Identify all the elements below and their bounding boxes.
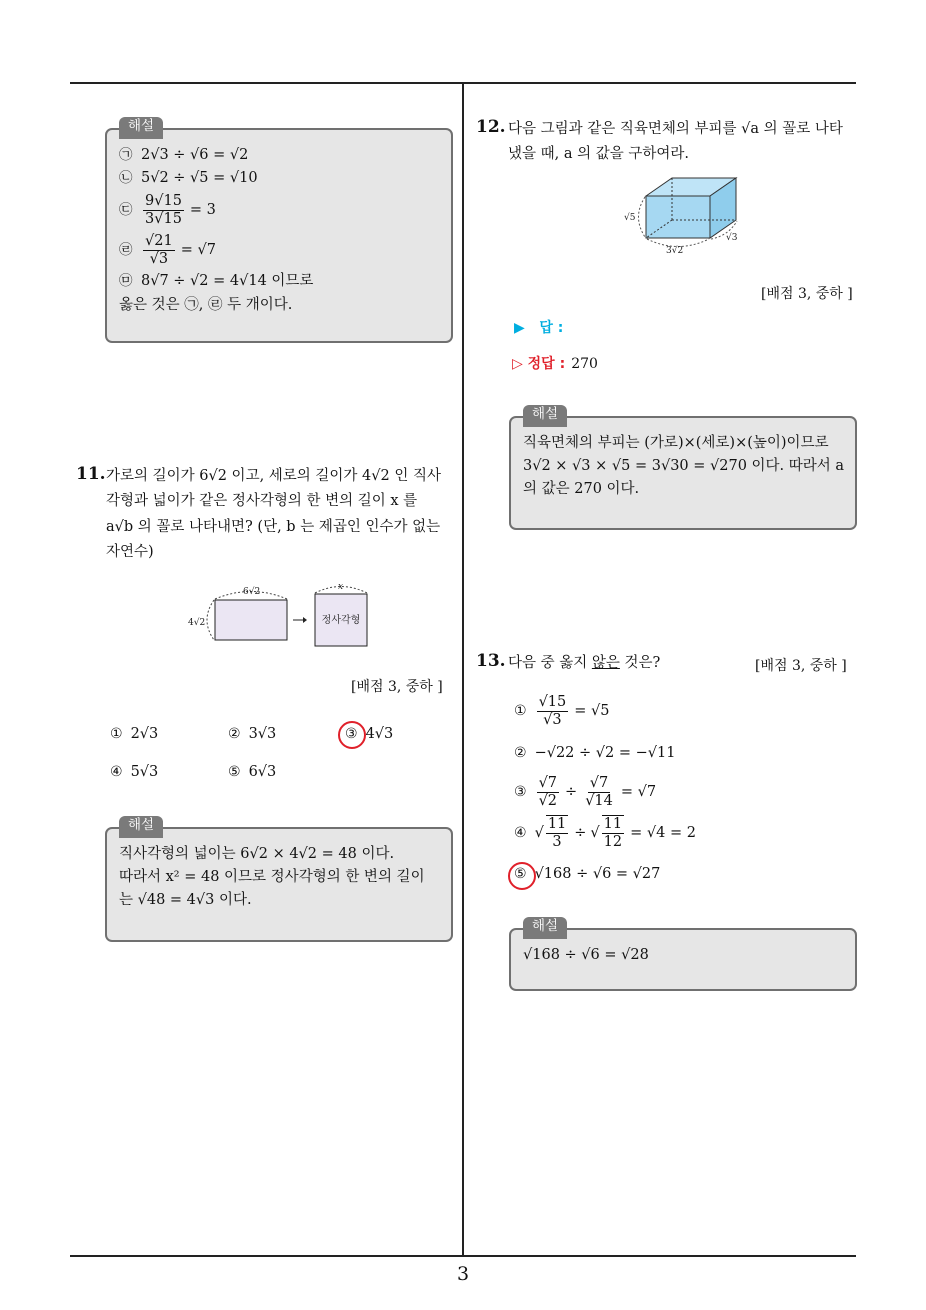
width-label: 6√2 — [243, 587, 261, 597]
solution-tag: 해설 — [119, 117, 163, 139]
question-text: 다음 중 옳지 않은 것은? — [508, 655, 661, 671]
solution-tag: 해설 — [523, 917, 567, 939]
question-number: 11. — [76, 464, 106, 484]
solution-line: ㉣ $\frac{√21}{√3}$ = √7 — [119, 233, 216, 267]
q11-choice-2[interactable]: ② 3√3 — [228, 726, 277, 742]
question-number: 13. — [476, 651, 506, 671]
solution-tag: 해설 — [523, 405, 567, 427]
solution-line: ㉤ 8√7 ÷ √2 = 4√14 이므로 — [119, 273, 314, 290]
fraction: $\frac{√21}{√3}$ — [145, 233, 173, 267]
q11-solution-box — [105, 817, 453, 942]
question-number: 12. — [476, 117, 506, 137]
q11-choice-1[interactable]: ① 2√3 — [110, 726, 159, 742]
correct-label: 정답 : — [527, 356, 566, 372]
q13-score: [배점 3, 중하 ] — [755, 658, 847, 674]
question-text: 다음 그림과 같은 직육면체의 부피를 √a 의 꼴로 나타냈을 때, a 의 값을 구하여라. — [508, 121, 843, 163]
width-label: 3√2 — [666, 246, 684, 256]
solution-line: ㉠ 2√3 ÷ √6 = √2 — [119, 146, 249, 163]
selected-answer-mark — [338, 721, 366, 749]
square-side-label: x — [338, 582, 344, 592]
solution-line: ㉡ 5√2 ÷ √5 = √10 — [119, 169, 258, 187]
bottom-rule — [70, 1255, 856, 1257]
outline-play-icon: ▷ — [512, 356, 523, 372]
rectangle-to-square-figure — [185, 582, 375, 652]
depth-label: √3 — [726, 233, 738, 243]
page-number: 3 — [456, 1263, 470, 1285]
correct-value: 270 — [571, 356, 598, 372]
solution-line: 3√2 × √3 × √5 = 3√30 = √270 이다. 따라서 a — [523, 458, 845, 475]
q12-score: [배점 3, 중하 ] — [761, 286, 853, 302]
q12-solution-box — [509, 406, 857, 530]
q13-choice-3[interactable]: ③ $\frac{√7}{√2}$ ÷ $\frac{√7}{√14}$ = √7 — [514, 775, 657, 809]
q13-choice-2[interactable]: ② −√22 ÷ √2 = −√11 — [514, 745, 676, 761]
solution-conclusion: 옳은 것은 ㉠, ㉣ 두 개이다. — [119, 296, 293, 313]
q11-score: [배점 3, 중하 ] — [351, 679, 443, 695]
solution-line: 따라서 x² = 48 이므로 정사각형의 한 변의 길이 — [119, 869, 425, 886]
solution-line: 직육면체의 부피는 (가로)×(세로)×(높이)이므로 — [523, 435, 829, 451]
selected-answer-mark — [508, 862, 536, 890]
square-label: 정사각형 — [321, 615, 361, 626]
answer-row — [514, 317, 563, 337]
fraction: $\frac{9√15}{3√15}$ — [145, 193, 182, 227]
q13-solution-box — [509, 918, 857, 991]
q13-choice-1[interactable]: ① $\frac{√15}{√3}$ = √5 — [514, 694, 610, 728]
solution-line: √168 ÷ √6 = √28 — [523, 947, 649, 963]
q13-choice-4[interactable]: ④ √ $\frac{11}{3}$ ÷ √ $\frac{11}{12}$ = √4 = 2 — [514, 816, 696, 850]
correct-answer-row — [512, 353, 598, 373]
play-icon: ▶ — [514, 320, 525, 336]
height-label: √5 — [624, 213, 636, 223]
q11-choice-3[interactable]: ③ 4√3 — [345, 726, 394, 742]
solution-line: 는 √48 = 4√3 이다. — [119, 892, 252, 909]
question-text: 가로의 길이가 6√2 이고, 세로의 길이가 4√2 인 직사각형과 넓이가 같은 정사각형의 한 변의 길이 x 를 a√b 의 꼴로 나타내면? (단, b 는 제곱인 인수가 없는 자연수) — [106, 468, 441, 561]
solution-line: ㉢ $\frac{9√15}{3√15}$ = 3 — [119, 193, 216, 227]
solution-line: 의 값은 270 이다. — [523, 481, 640, 498]
q10-solution-box — [105, 118, 453, 343]
height-label: 4√2 — [188, 618, 206, 628]
solution-tag: 해설 — [119, 816, 163, 838]
q13-choice-5[interactable]: ⑤ √168 ÷ √6 = √27 — [514, 866, 661, 882]
q11-choice-4[interactable]: ④ 5√3 — [110, 764, 159, 780]
column-divider — [462, 83, 464, 1256]
cuboid-figure — [622, 176, 747, 256]
q11-choice-5[interactable]: ⑤ 6√3 — [228, 764, 277, 780]
answer-label: 답 : — [539, 320, 564, 336]
solution-line: 직사각형의 넓이는 6√2 × 4√2 = 48 이다. — [119, 846, 395, 862]
